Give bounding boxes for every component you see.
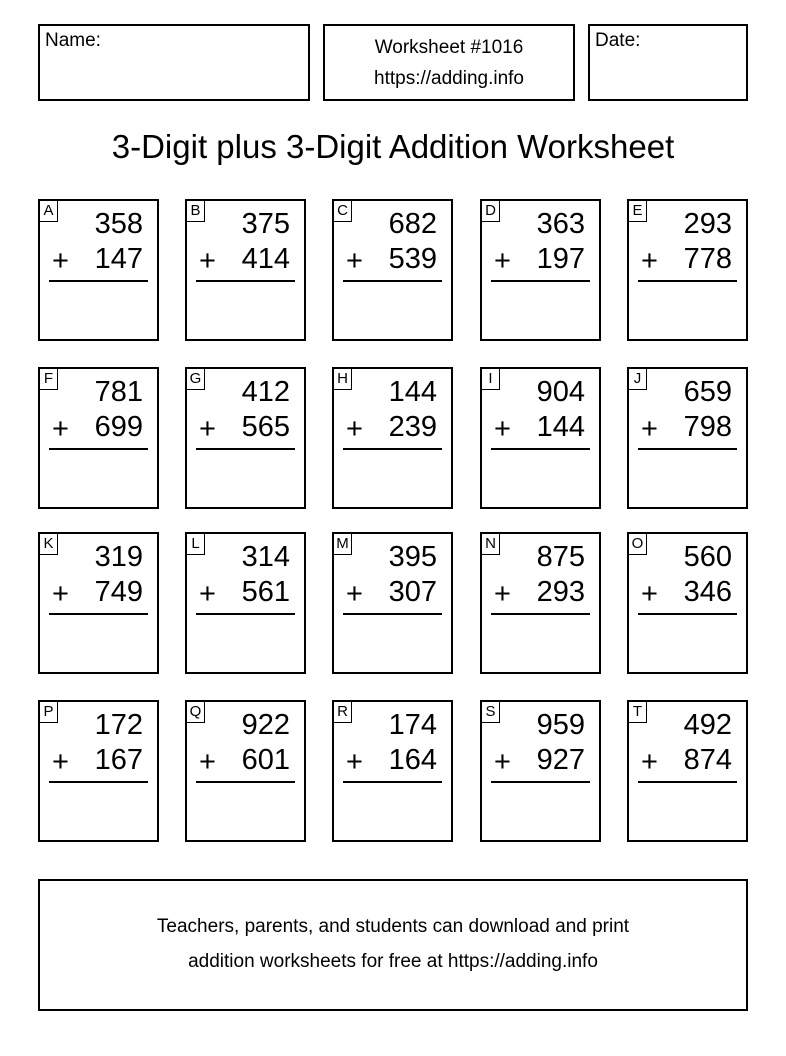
- problem-letter: K: [40, 534, 58, 555]
- problem-cell[interactable]: [480, 700, 601, 842]
- plus-sign: +: [199, 245, 216, 277]
- plus-sign: +: [494, 245, 511, 277]
- addend-top: 363: [536, 208, 585, 240]
- addend-top: 904: [536, 376, 585, 408]
- addend-top: 172: [94, 709, 143, 741]
- problem-cell[interactable]: [627, 367, 748, 509]
- answer-line: [638, 613, 737, 615]
- addend-bottom: 197: [536, 243, 585, 275]
- plus-sign: +: [52, 578, 69, 610]
- plus-sign: +: [346, 746, 363, 778]
- addend-top: 395: [388, 541, 437, 573]
- problem-cell[interactable]: [185, 199, 306, 341]
- problem-cell[interactable]: [627, 700, 748, 842]
- addend-top: 412: [241, 376, 290, 408]
- addend-top: 492: [683, 709, 732, 741]
- problem-letter: P: [40, 702, 58, 723]
- addend-top: 314: [241, 541, 290, 573]
- worksheet-number: Worksheet #1016: [374, 37, 524, 58]
- addend-top: 144: [388, 376, 437, 408]
- addend-top: 319: [94, 541, 143, 573]
- problem-letter: H: [334, 369, 352, 390]
- addend-bottom: 167: [94, 744, 143, 776]
- problem-grid: [38, 199, 748, 841]
- problem-cell[interactable]: [38, 700, 159, 842]
- answer-line: [196, 781, 295, 783]
- plus-sign: +: [199, 746, 216, 778]
- problem-cell[interactable]: [38, 199, 159, 341]
- addend-top: 375: [241, 208, 290, 240]
- problem-letter: R: [334, 702, 352, 723]
- addend-bottom: 144: [536, 411, 585, 443]
- problem-cell[interactable]: [332, 199, 453, 341]
- answer-line: [343, 613, 442, 615]
- addend-bottom: 307: [388, 576, 437, 608]
- problem-letter: Q: [187, 702, 205, 723]
- answer-line: [491, 280, 590, 282]
- plus-sign: +: [199, 578, 216, 610]
- addend-bottom: 749: [94, 576, 143, 608]
- answer-line: [343, 448, 442, 450]
- addend-top: 174: [388, 709, 437, 741]
- addend-bottom: 293: [536, 576, 585, 608]
- problem-letter: T: [629, 702, 647, 723]
- plus-sign: +: [52, 245, 69, 277]
- plus-sign: +: [641, 578, 658, 610]
- addend-top: 358: [94, 208, 143, 240]
- problem-cell[interactable]: [38, 367, 159, 509]
- addend-top: 293: [683, 208, 732, 240]
- problem-cell[interactable]: [38, 532, 159, 674]
- addend-top: 560: [683, 541, 732, 573]
- problem-letter: E: [629, 201, 647, 222]
- addend-top: 959: [536, 709, 585, 741]
- name-label: Name:: [45, 30, 101, 51]
- problem-letter: B: [187, 201, 205, 222]
- answer-line: [638, 448, 737, 450]
- problem-letter: L: [187, 534, 205, 555]
- problem-cell[interactable]: [332, 367, 453, 509]
- worksheet-info-box: [323, 24, 575, 101]
- plus-sign: +: [494, 413, 511, 445]
- plus-sign: +: [641, 245, 658, 277]
- problem-letter: J: [629, 369, 647, 390]
- problem-letter: C: [334, 201, 352, 222]
- problem-letter: D: [482, 201, 500, 222]
- answer-line: [491, 448, 590, 450]
- addend-bottom: 699: [94, 411, 143, 443]
- plus-sign: +: [52, 413, 69, 445]
- date-field-box[interactable]: [588, 24, 748, 101]
- problem-cell[interactable]: [185, 700, 306, 842]
- addend-top: 922: [241, 709, 290, 741]
- problem-cell[interactable]: [627, 199, 748, 341]
- problem-letter: S: [482, 702, 500, 723]
- addend-bottom: 539: [388, 243, 437, 275]
- plus-sign: +: [346, 245, 363, 277]
- date-label: Date:: [595, 30, 641, 51]
- addend-bottom: 414: [241, 243, 290, 275]
- addend-bottom: 147: [94, 243, 143, 275]
- plus-sign: +: [494, 578, 511, 610]
- answer-line: [638, 280, 737, 282]
- plus-sign: +: [641, 413, 658, 445]
- addend-bottom: 346: [683, 576, 732, 608]
- addend-bottom: 778: [683, 243, 732, 275]
- answer-line: [343, 781, 442, 783]
- problem-letter: F: [40, 369, 58, 390]
- footer-box: [38, 879, 748, 1011]
- problem-cell[interactable]: [332, 700, 453, 842]
- problem-letter: G: [187, 369, 205, 390]
- answer-line: [49, 781, 148, 783]
- addend-bottom: 874: [683, 744, 732, 776]
- answer-line: [196, 448, 295, 450]
- plus-sign: +: [52, 746, 69, 778]
- addend-bottom: 798: [683, 411, 732, 443]
- answer-line: [49, 280, 148, 282]
- plus-sign: +: [494, 746, 511, 778]
- addend-top: 875: [536, 541, 585, 573]
- answer-line: [491, 613, 590, 615]
- plus-sign: +: [199, 413, 216, 445]
- answer-line: [638, 781, 737, 783]
- addend-bottom: 565: [241, 411, 290, 443]
- addend-bottom: 601: [241, 744, 290, 776]
- problem-cell[interactable]: [185, 532, 306, 674]
- problem-cell[interactable]: [480, 199, 601, 341]
- answer-line: [196, 280, 295, 282]
- answer-line: [49, 613, 148, 615]
- problem-letter: O: [629, 534, 647, 555]
- addend-bottom: 239: [388, 411, 437, 443]
- worksheet-title: 3-Digit plus 3-Digit Addition Worksheet: [111, 128, 675, 165]
- plus-sign: +: [346, 413, 363, 445]
- problem-cell[interactable]: [627, 532, 748, 674]
- addend-bottom: 927: [536, 744, 585, 776]
- problem-cell[interactable]: [332, 532, 453, 674]
- addend-top: 659: [683, 376, 732, 408]
- addend-bottom: 561: [241, 576, 290, 608]
- answer-line: [343, 280, 442, 282]
- plus-sign: +: [641, 746, 658, 778]
- answer-line: [491, 781, 590, 783]
- worksheet-url: https://adding.info: [374, 68, 524, 89]
- problem-letter: M: [334, 534, 352, 555]
- name-field-box[interactable]: [38, 24, 310, 101]
- problem-letter: N: [482, 534, 500, 555]
- problem-letter: I: [482, 369, 500, 390]
- problem-cell[interactable]: [480, 367, 601, 509]
- answer-line: [196, 613, 295, 615]
- addend-top: 781: [94, 376, 143, 408]
- problem-letter: A: [40, 201, 58, 222]
- problem-cell[interactable]: [480, 532, 601, 674]
- addend-bottom: 164: [388, 744, 437, 776]
- problem-cell[interactable]: [185, 367, 306, 509]
- plus-sign: +: [346, 578, 363, 610]
- addend-top: 682: [388, 208, 437, 240]
- footer-line-2: addition worksheets for free at https://adding.info: [188, 951, 598, 972]
- footer-line-1: Teachers, parents, and students can download and print: [156, 916, 630, 937]
- answer-line: [49, 448, 148, 450]
